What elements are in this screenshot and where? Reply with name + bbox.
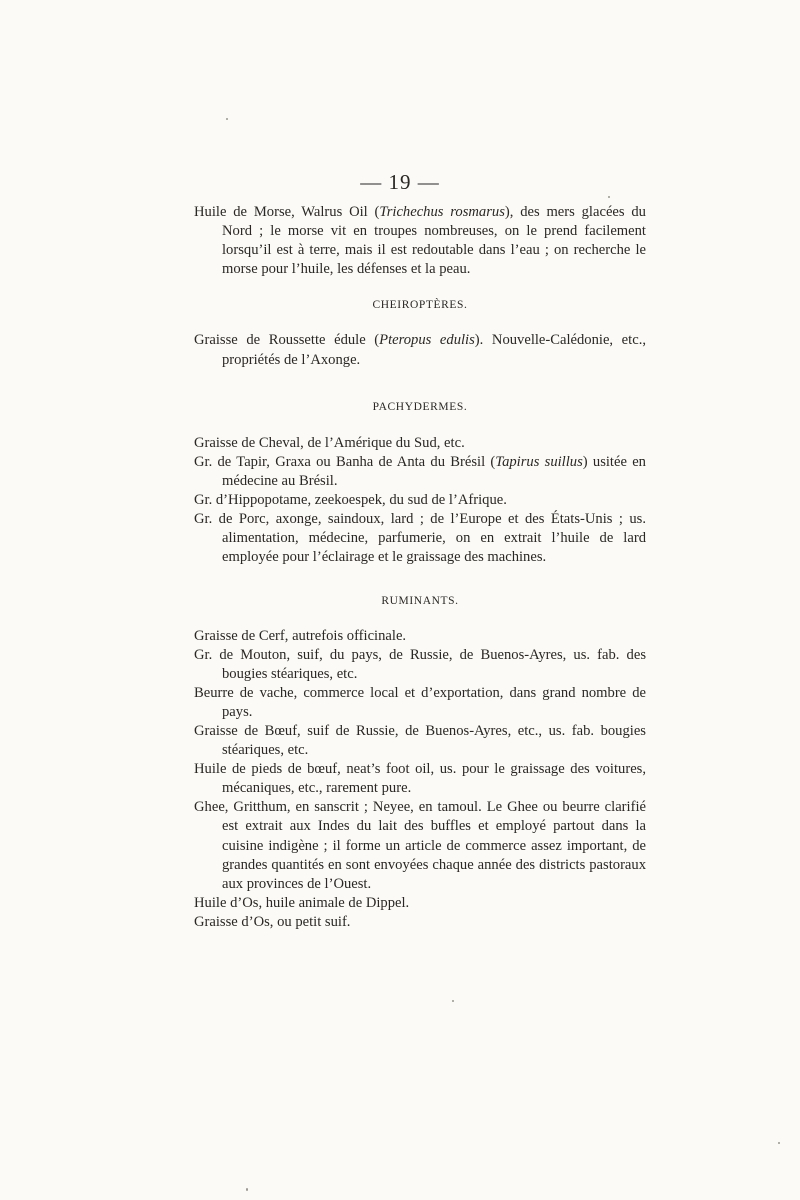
page-number: — 19 —: [360, 170, 440, 194]
entry-text: Huile d’Os, huile animale de Dippel.: [194, 894, 410, 911]
entry-roussette: [194, 331, 646, 369]
section-heading-pachydermes: PACHYDERMES.: [372, 400, 468, 413]
entry-latin-name: Trichechus rosmarus: [379, 204, 505, 220]
entry-text: Huile de Morse, Walrus Oil (: [194, 204, 380, 220]
entry-text: Ghee, Gritthum, en sanscrit ; Neyee, en tamoul. Le Ghee ou beurre clarifié est extrait aux Indes du lait des buffles et employé partout dans la cuisine indigène ; il forme un article de commerce assez important, de grandes quantités en sont envoyées chaque année des districts pastoraux aux provinces de l’Ouest.: [194, 799, 646, 892]
entry-cerf: [194, 627, 646, 646]
entry-tapir: [194, 453, 646, 491]
entry-walrus-oil: [194, 203, 646, 279]
entry-text: ), des mers glacées du Nord ; le morse vit en troupes nombreuses, on le prend facilement lorsqu’il est à terre, mais il est redoutable dans l’eau ; on recherche le morse pour l’huile, les défenses et la peau.: [222, 204, 646, 278]
entry-porc: [194, 510, 646, 567]
entry-latin-name: Pteropus edulis: [379, 332, 475, 349]
entry-latin-name: Tapirus suillus: [495, 453, 583, 470]
entry-beurre-vache: [194, 684, 646, 722]
entry-text: Gr. de Porc, axonge, saindoux, lard ; de l’Europe et des États-Unis ; us. alimentation, médecine, parfumerie, on en extrait l’huile de lard employée pour l’éclairage et le graissage des machines.: [194, 511, 646, 566]
entry-mouton: [194, 646, 646, 684]
entry-ghee: [194, 798, 646, 893]
entry-text: Huile de pieds de bœuf, neat’s foot oil, us. pour le graissage des voitures, mécaniques, etc., rarement pure.: [194, 761, 646, 797]
entry-text: Beurre de vache, commerce local et d’exportation, dans grand nombre de pays.: [194, 684, 646, 720]
entry-text: Gr. de Mouton, suif, du pays, de Russie, de Buenos-Ayres, us. fab. des bougies stéariques, etc.: [194, 646, 646, 682]
entry-text: Gr. d’Hippopotame, zeekoespek, du sud de l’Afrique.: [194, 492, 507, 509]
entry-text: Graisse d’Os, ou petit suif.: [194, 913, 351, 930]
entry-text: ). Nouvelle-Calédonie, etc., propriétés de l’Axonge.: [222, 332, 646, 368]
entry-text: Graisse de Roussette édule (: [194, 332, 380, 349]
entry-hippopotame: [194, 491, 646, 510]
paper-speck: [226, 118, 228, 120]
section-heading-cheiropteres: CHEIROPTÈRES.: [372, 299, 468, 312]
entry-text: Graisse de Cheval, de l’Amérique du Sud, etc.: [194, 434, 465, 451]
paper-speck: [452, 1000, 454, 1002]
paper-speck: [608, 196, 610, 198]
entry-text: Graisse de Cerf, autrefois officinale.: [194, 627, 407, 644]
entry-text: Graisse de Bœuf, suif de Russie, de Buenos-Ayres, etc., us. fab. bougies stéariques, etc.: [194, 722, 646, 759]
entry-text: Gr. de Tapir, Graxa ou Banha de Anta du Brésil (: [194, 453, 496, 470]
entry-boeuf: [194, 722, 646, 760]
section-heading-ruminants: RUMINANTS.: [381, 595, 459, 608]
paper-speck: [246, 1188, 248, 1191]
paper-speck: [778, 1142, 780, 1144]
entry-pieds-boeuf: [194, 760, 646, 798]
entry-cheval: [194, 434, 646, 453]
entry-graisse-os: [194, 913, 646, 932]
page-body: [194, 203, 646, 932]
entry-text: ) usitée en médecine au Brésil.: [222, 453, 646, 489]
entry-huile-os: [194, 894, 646, 913]
